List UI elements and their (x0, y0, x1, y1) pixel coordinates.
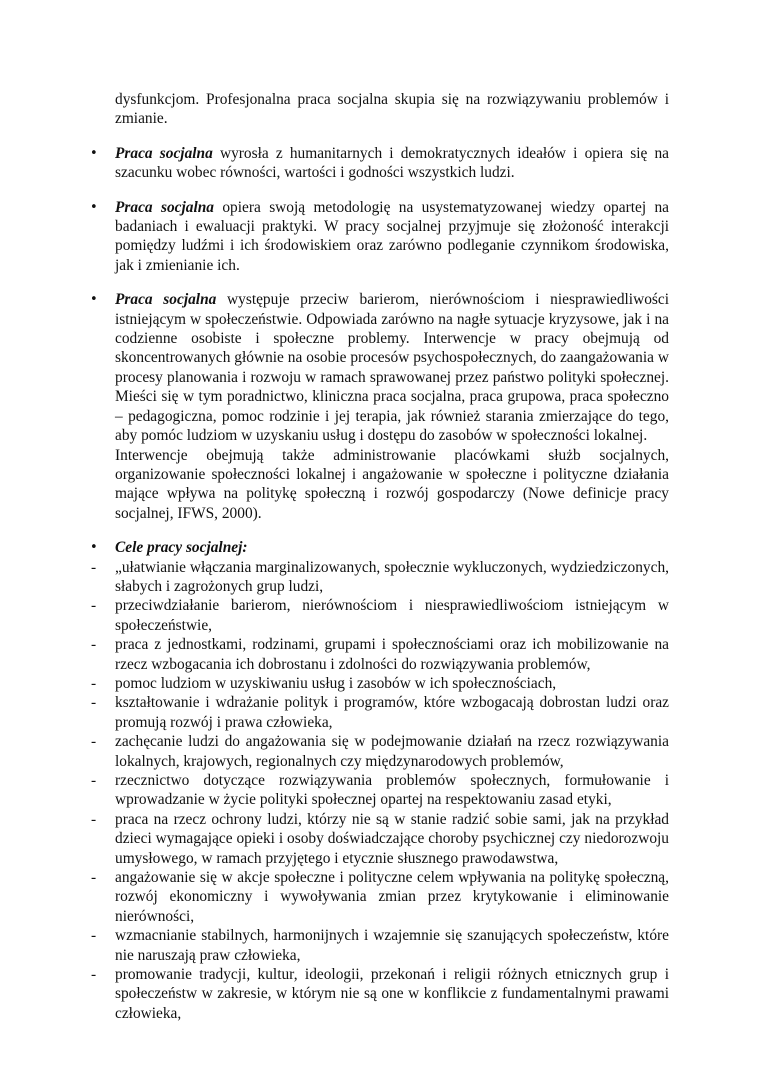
dash-icon: - (91, 810, 97, 828)
goals-heading: Cele pracy socjalnej: (115, 539, 248, 557)
dash-icon: - (91, 694, 97, 712)
goals-heading-item (90, 538, 669, 557)
goal-text: zachęcanie ludzi do angażowania się w podejmowanie działań na rzecz rozwiązywania lokalnych, krajowych, regionalnych czy międzynarodowych problemów, (115, 733, 669, 770)
goals-list (91, 558, 669, 1024)
bullet-icon: • (90, 540, 98, 556)
goal-text: kształtowanie i wdrażanie polityk i programów, które wzbogacają dobrostan ludzi oraz promują rozwój i prawa człowieka, (115, 694, 669, 731)
document-page (90, 90, 669, 1023)
dash-icon: - (91, 558, 97, 576)
bold-term: Praca socjalna (115, 291, 217, 309)
goal-text: przeciwdziałanie barierom, nierównościom i niesprawiedliwościom istniejącym w społeczeństwie, (115, 597, 669, 634)
goal-list-item (91, 635, 669, 674)
dash-icon: - (91, 733, 97, 751)
goal-text: praca na rzecz ochrony ludzi, którzy nie są w stanie radzić sobie sami, jak na przykład dzieci wymagające opieki i osoby doświadczające choroby psychicznej czy niedorozwoju umysłowego, w ramach przyjętego i etycznie słusznego prawodawstwa, (115, 810, 669, 867)
intro-paragraph: dysfunkcjom. Profesjonalna praca socjalna skupia się na rozwiązywaniu problemów i zmianie. (115, 91, 669, 128)
goal-text: „ułatwianie włączania marginalizowanych, społecznie wykluczonych, wydziedziczonych, słabych i zagrożonych grup ludzi, (115, 558, 669, 595)
goal-text: wzmacnianie stabilnych, harmonijnych i wzajemnie się szanujących społeczeństw, które nie naruszają praw człowieka, (115, 927, 669, 964)
dash-icon: - (91, 674, 97, 692)
goal-list-item (91, 810, 669, 868)
dash-icon: - (91, 772, 97, 789)
goal-list-item (91, 771, 669, 810)
goal-list-item (91, 868, 669, 926)
bullet-item (90, 198, 669, 276)
goal-list-item (91, 558, 669, 597)
bullet-text: opiera swoją metodologię na usystematyzowanej wiedzy opartej na badaniach i ewaluacji praktyki. W pracy socjalnej przyjmuje się złożoność interakcji pomiędzy ludźmi i ich środowiskiem oraz zarówno podleganie czynnikom środowiska, jak i zmienianie ich. (115, 198, 669, 274)
dash-icon: - (91, 636, 97, 654)
goal-list-item (91, 674, 669, 693)
bullet-item (90, 144, 669, 183)
goal-text: praca z jednostkami, rodzinami, grupami i społecznościami oraz ich mobilizowanie na rzecz wzbogacania ich dobrostanu i zdolności do rozwiązywania problemów, (115, 636, 669, 673)
goal-list-item (91, 732, 669, 771)
bold-term: Praca socjalna (115, 198, 214, 216)
bullet-text: występuje przeciw barierom, nierównościom i niesprawiedliwości istniejącym w społeczeństwie. Odpowiada zarówno na nagłe sytuacje kryzysowe, jak i na codzienne osobiste i społeczne problemy. Interwencje w pracy obejmują od skoncentrowanych głównie na osobie procesów psychospołecznych, do zaangażowania w procesy planowania i rozwoju w ramach sprawowanej przez państwo polityki społecznej. Mieści się w tym poradnictwo, kliniczna praca socjalna, praca grupowa, praca społeczno – pedagogiczna, pomoc rodzinie i jej terapia, jak również starania zmierzające do tego, aby pomóc ludziom w uzyskaniu usług i dostępu do zasobów w społeczności lokalnej. (115, 291, 669, 445)
bullet-icon: • (90, 292, 98, 308)
dash-icon: - (91, 966, 97, 984)
bullet-text-continued: Interwencje obejmują także administrowanie placówkami służb socjalnych, organizowanie społeczności lokalnej i angażowanie w społeczne i polityczne działania mające wpływa na politykę społeczną i rozwój gospodarczy (Nowe definicje pracy socjalnej, IFWS, 2000). (115, 446, 669, 522)
goal-text: angażowanie się w akcje społeczne i polityczne celem wpływania na politykę społeczną, rozwój ekonomiczny i wywoływania zmian przez krytykowanie i eliminowanie nierówności, (115, 869, 669, 925)
bullet-text: wyrosła z humanitarnych i demokratycznych ideałów i opiera się na szacunku wobec równości, wartości i godności wszystkich ludzi. (115, 144, 669, 182)
goal-text: pomoc ludziom w uzyskiwaniu usług i zasobów w ich społecznościach, (115, 674, 557, 692)
dash-icon: - (91, 869, 97, 887)
goal-text: promowanie tradycji, kultur, ideologii, przekonań i religii różnych etnicznych grup i społeczeństw w zakresie, w którym nie są one w konflikcie z fundamentalnymi prawami człowieka, (115, 966, 669, 1022)
bullet-item (90, 290, 669, 523)
goal-text: rzecznictwo dotyczące rozwiązywania problemów społecznych, formułowanie i wprowadzanie w życie polityki społecznej opartej na respektowaniu zasad etyki, (115, 772, 669, 809)
bullet-icon: • (90, 145, 98, 161)
dash-icon: - (91, 927, 97, 945)
dash-icon: - (91, 597, 97, 615)
goal-list-item (91, 693, 669, 732)
goal-list-item (91, 596, 669, 635)
goal-list-item (91, 965, 669, 1023)
bullet-icon: • (90, 199, 98, 215)
goal-list-item (91, 926, 669, 965)
bold-term: Praca socjalna (115, 144, 213, 162)
